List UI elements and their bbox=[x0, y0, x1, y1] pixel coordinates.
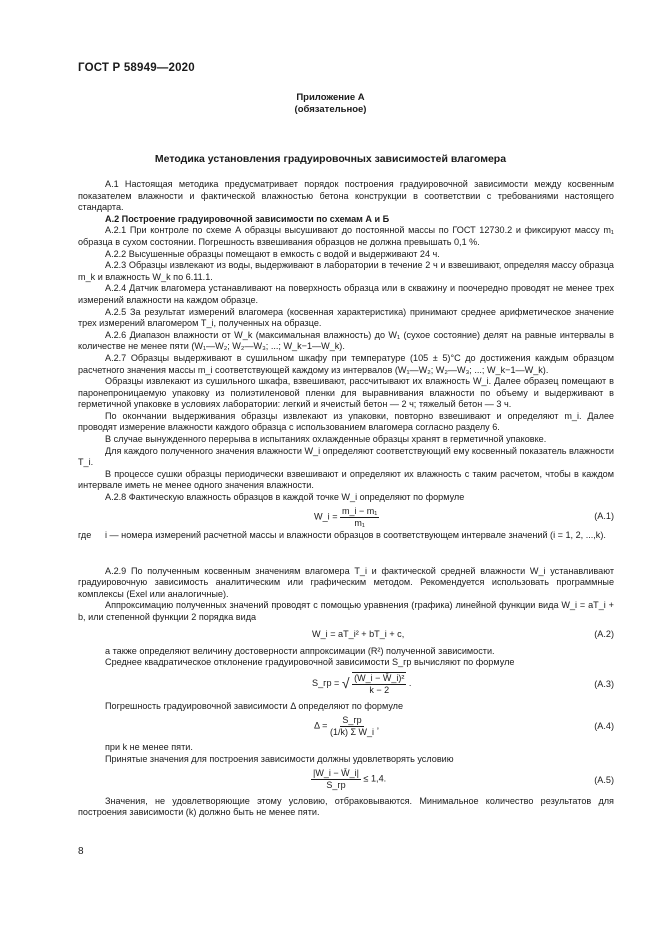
appendix-title: Приложение А bbox=[296, 92, 365, 103]
equation-a1 bbox=[78, 504, 614, 530]
paragraph-a2-7: А.2.7 Образцы выдерживают в сушильном шкафу при температуре (105 ± 5)°С до достижения каждым образцом расчетного значения массы m_i соответствующей каждому из интервалов (W₁—W₂; W₂—W₃; ...; W_k−1—W_k). bbox=[78, 352, 614, 375]
heading-a2: А.2 Построение градуировочной зависимости по схемам А и Б bbox=[105, 213, 390, 224]
paragraph-a2-6: А.2.6 Диапазон влажности от W_k (максимальная влажность) до W₁ (сухое состояние) делят на равные интервалы в количестве не менее пяти (W₁—W₂; W₂—W₃; ...; W_k−1—W_k). bbox=[78, 329, 614, 352]
paragraph-k-min: при k не менее пяти. bbox=[105, 742, 193, 753]
section-title: Методика установления градуировочных зависимостей влагомера bbox=[154, 153, 507, 165]
paragraph-weighing: По окончании выдерживания образцы извлекают из упаковки, повторно взвешивают и определяют m_i. Далее проводят измерение влажности каждого образца с использованием влагомера согласно разделу 6. bbox=[78, 410, 614, 433]
paragraph-a2-2: А.2.2 Высушенные образцы помещают в емкость с водой и выдерживают 24 ч. bbox=[105, 248, 440, 259]
eq-a1-fraction bbox=[340, 506, 379, 529]
eq-a3-number: (А.3) bbox=[594, 678, 614, 689]
eq-a3-denominator: k − 2 bbox=[369, 684, 390, 695]
eq-a5-denominator: S_гр bbox=[326, 779, 346, 790]
sqrt-icon: √ bbox=[341, 674, 350, 691]
paragraph-a2-3: А.2.3 Образцы извлекают из воды, выдерживают в лаборатории в течение 2 ч и взвешивают, определяя массу образца m_k и влажность W_k по 6.11.1. bbox=[78, 260, 614, 282]
eq-a1-denominator: m₁ bbox=[354, 517, 365, 528]
eq-a3-lhs: S_гр = bbox=[312, 677, 340, 688]
equation-a4 bbox=[78, 712, 614, 742]
equation-a2 bbox=[78, 624, 614, 646]
appendix-subtitle: (обязательное) bbox=[294, 104, 367, 115]
eq-a3-fraction bbox=[352, 672, 406, 696]
eq-a3-tail: . bbox=[408, 677, 412, 688]
eq-a1-numerator: m_i − m₁ bbox=[342, 505, 378, 516]
eq-a4-fraction bbox=[330, 715, 374, 738]
eq-a4-number: (А.4) bbox=[594, 721, 614, 732]
paragraph-approximation: Аппроксимацию полученных значений проводят с помощью уравнения (графика) линейной функции вида W_i = aT_i + b, или степенной функции 2 порядка вида bbox=[78, 600, 614, 622]
paragraph-a2-5: А.2.5 За результат измерений влагомера (косвенная характеристика) принимают среднее арифметическое значение трех измерений влагомером T_i, полученных на образце. bbox=[78, 306, 614, 329]
paragraph-sgr: Среднее квадратическое отклонение градуировочной зависимости S_гр вычисляют по формуле bbox=[105, 657, 515, 668]
eq-a2-number: (А.2) bbox=[594, 628, 614, 639]
eq-a2-formula: W_i = aT_i² + bT_i + c, bbox=[312, 628, 405, 639]
eq-a4-numerator: S_гр bbox=[342, 715, 362, 726]
eq-a5-numerator: |W_i − W̄_i| bbox=[313, 767, 359, 778]
eq-a3-numerator: (W_i − W̄_i)² bbox=[354, 672, 405, 683]
eq-a5-fraction bbox=[311, 768, 361, 791]
eq-a4-lhs: Δ = bbox=[314, 721, 328, 732]
paragraph-intervals: В процессе сушки образцы периодически взвешивают и определяют их влажность с таким расчетом, чтобы в каждом интервале иметь не менее одного значения влажности. bbox=[78, 468, 614, 491]
equation-a3 bbox=[78, 669, 614, 701]
paragraph-break: В случае вынужденного перерыва в испытаниях охлажденные образцы хранят в герметичной упаковке. bbox=[105, 434, 547, 445]
where-label: где bbox=[78, 529, 92, 540]
paragraph-indicator: Для каждого полученного значения влажности W_i определяют соответствующий ему косвенный показатель влажности T_i. bbox=[78, 445, 614, 468]
equation-a5 bbox=[78, 766, 614, 796]
paragraph-drying: Образцы извлекают из сушильного шкафа, взвешивают, рассчитывают их влажность W_i. Далее образец помещают в паронепроницаемую упаковку из полиэтиленовой пленки для выравнивания влажности по объему и выдерживают в герметичной упаковке в условиях лаборатории: легкий и ячеистый бетон — 2 ч; тяжелый бетон — 3 ч. bbox=[78, 376, 614, 410]
paragraph-a2-9: А.2.9 По полученным косвенным значениям влагомера T_i и фактической средней влажности W_i устанавливают градуировочную зависимость аналитическим или графическим методом. Рекомендуется использовать программные комплексы (Exel или аналогичные). bbox=[78, 565, 614, 599]
paragraph-a2-4: А.2.4 Датчик влагомера устанавливают на поверхность образца или в скважину и поочередно проводят не менее трех измерений влажности на каждом образце. bbox=[78, 283, 614, 305]
eq-a5-tail: ≤ 1,4. bbox=[363, 773, 387, 784]
paragraph-rejection: Значения, не удовлетворяющие этому условию, отбраковываются. Минимальное количество результатов для построения зависимости (k) должно быть не менее пяти. bbox=[78, 795, 614, 818]
where-block bbox=[78, 530, 614, 554]
eq-a4-denominator: (1/k) Σ W_i bbox=[329, 727, 375, 738]
where-text: i — номера измерений расчетной массы и влажности образцов в соответствующем интервале значений (i = 1, 2, ...,k). bbox=[105, 529, 606, 540]
paragraph-a1: А.1 Настоящая методика предусматривает порядок построения градуировочной зависимости между косвенным показателем влажности и фактической влажностью бетона конструкции в соответствии с требованиями настоящего стандарта. bbox=[78, 179, 614, 213]
paragraph-a2-8: А.2.8 Фактическую влажность образцов в каждой точке W_i определяют по формуле bbox=[105, 492, 465, 503]
eq-a5-number: (А.5) bbox=[594, 774, 614, 785]
eq-a4-tail: , bbox=[376, 721, 380, 732]
paragraph-condition: Принятые значения для построения зависимости должны удовлетворять условию bbox=[105, 753, 454, 764]
eq-a1-lhs: W_i = bbox=[314, 511, 338, 522]
eq-a1-number: (А.1) bbox=[594, 510, 614, 521]
document-body bbox=[78, 179, 614, 819]
paragraph-r2: а также определяют величину достоверности аппроксимации (R²) полученной зависимости. bbox=[105, 645, 495, 656]
standard-header: ГОСТ Р 58949—2020 bbox=[78, 62, 195, 74]
page-number: 8 bbox=[78, 846, 84, 857]
paragraph-a2-1: А.2.1 При контроле по схеме А образцы высушивают до постоянной массы по ГОСТ 12730.2 и фиксируют массу m₁ образца в сухом состоянии. Погрешность взвешивания образцов не должна превышать 0,1 %. bbox=[78, 225, 614, 247]
paragraph-delta: Погрешность градуировочной зависимости Δ определяют по формуле bbox=[105, 700, 404, 711]
